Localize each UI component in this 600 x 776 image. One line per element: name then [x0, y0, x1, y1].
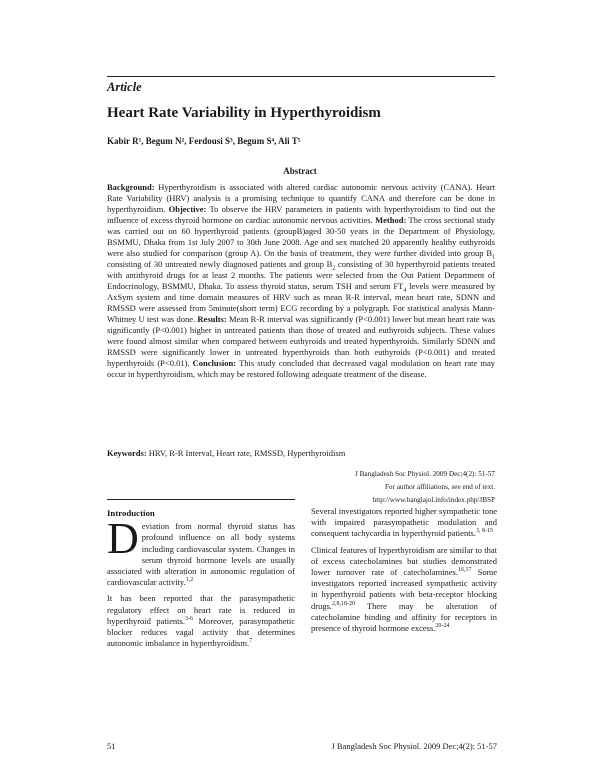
- body-text: Several investigators reported higher sympathetic tone with impaired parasympathetic modulation and consequent tachycardia in hyperthyroid patients.: [311, 506, 497, 539]
- results-text: Mean R-R interval was significantly (P<0.001) lower but mean heart rate was significantly (P<0.001) higher in untreated patients than those of treated and euthyroids subjects. These values were found almost similar when compared between euthyroids and treated hyperthyroids. Similarly SDNN and RMSSD were significantly lower in untreated hyperthyroids than both euthyroids (P<0.001) and treated hyperthyroids (P<0.01).: [107, 314, 495, 368]
- right-paragraph-2: [311, 545, 497, 635]
- background-text: Hyperthyroidism is associated with altered cardiac autonomic nervous activity (CANA). Heart Rate Variability (HRV) analysis is a promising technique to quantify CANA and therefore can be done in hyperthyroidism.: [107, 182, 495, 214]
- keywords-label: Keywords:: [107, 448, 147, 458]
- keywords-line: [107, 448, 495, 458]
- reference: 3-6: [184, 616, 193, 622]
- results-label: Results:: [197, 314, 227, 324]
- intro-paragraph-2: [107, 593, 295, 649]
- intro-text: eviation from normal thyroid status has profound influence on all body systems including cardiovascular system. Changes in serum thyroid hormone levels are usually associated with alteration in autonomic regulation of cardiovascular activity.: [107, 521, 295, 588]
- page-number: 51: [107, 741, 116, 751]
- body-text: Some investigators reported increased sympathetic activity in hyperthyroid patients with beta-receptor blocking drugs.: [311, 567, 497, 611]
- introduction-heading: Introduction: [107, 508, 155, 518]
- conclusion-text: This study concluded that decreased vagal modulation on heart rate may occur in hyperthyroidism, which may be restored following adequate treatment of the disease.: [107, 358, 495, 379]
- top-rule: [107, 76, 495, 77]
- section-rule: [107, 499, 295, 500]
- reference: 20-24: [435, 623, 450, 630]
- body-text: Clinical features of hyperthyroidism are similar to that of excess catecholamines but studies demonstrated lower turnover rate of catecholamines.: [311, 544, 497, 578]
- citation-url[interactable]: http://www.banglajol.info/index.php/JBSP: [372, 496, 495, 504]
- right-column: [311, 506, 497, 639]
- intro-text: It has been reported that the parasympathetic regulatory effect on heart rate is reduced in hyperthyroid patients.: [107, 593, 295, 626]
- article-type-label: Article: [107, 80, 142, 94]
- author-list: Kabir R¹, Begum N², Ferdousi S³, Begum S⁴, Ali T⁵: [107, 136, 301, 146]
- body-text: There may be alteration of catecholamine binding and affinity for receptors in presence of thyroid hormone excess.: [311, 600, 497, 634]
- drop-cap: D: [107, 514, 139, 564]
- method-text: levels were measured by AxSym system and time domain measures of HRV such as mean R-R interval, mean heart rate, SDNN and RMSSD were assessed from 5minute(short term) ECG recording by a polygraph. For statistical analysis Mann-Whitney U test was done.: [107, 281, 495, 324]
- method-label: Method:: [375, 215, 407, 225]
- reference: 2,8,18-20: [332, 600, 356, 607]
- intro-paragraph-1: [107, 514, 295, 588]
- article-title: Heart Rate Variability in Hyperthyroidism: [107, 105, 381, 121]
- abstract-heading: Abstract: [283, 166, 317, 176]
- background-label: Background:: [107, 182, 155, 192]
- reference: 3, 8-15: [476, 528, 493, 535]
- footer-journal: J Bangladesh Soc Physiol. 2009 Dec;4(2): 51-57: [331, 741, 497, 751]
- method-text: consisting of 30 hyperthyroid patients treated with antithyroid drugs for at least 2 months. The patients were selected from the Out Patient Department of Endocrinology, BSMMU, Dhaka. To assess thyroid status, serum TSH and serum FT: [107, 259, 496, 291]
- subscript: 2: [332, 265, 336, 272]
- left-column: [107, 508, 295, 654]
- conclusion-label: Conclusion:: [192, 358, 237, 368]
- citation-journal: J Bangladesh Soc Physiol. 2009 Dec;4(2): 51-57: [355, 470, 495, 478]
- reference: 1,2: [185, 577, 194, 584]
- citation-affiliations: For author affiliations, see end of text.: [384, 483, 495, 491]
- subscript: 1: [492, 254, 495, 261]
- keywords-text: HRV, R-R Interval, Heart rate, RMSSD, Hyperthyroidism: [146, 448, 346, 458]
- objective-label: Objective:: [168, 204, 207, 214]
- abstract-body: [107, 182, 495, 380]
- objective-text: To observe the HRV parameters in patients with hyperthyroidism to find out the influence of excess thyroid hormone on cardiac autonomic nervous activities.: [107, 204, 495, 225]
- method-text: The cross sectional study was carried out on 60 hyperthyroid patients (groupB)aged 30-50 years in the Department of Physiology, BSMMU, Dhaka from 1st July 2007 to 30th June 2008. Age and sex matched 20 apparently healthy euthyroids were also studied for comparison (group A). On the basis of treatment, they were further divided into group B: [107, 215, 495, 258]
- right-paragraph-1: [311, 506, 497, 540]
- reference: 7: [249, 638, 253, 645]
- method-text: consisting of 30 untreated newly diagnosed patients and group B: [107, 259, 333, 269]
- subscript: 4: [403, 287, 407, 294]
- intro-text: Moreover, parasympathetic blocker reduces vagal activity that determines autonomic imbalance in hyperthyroidism.: [107, 615, 295, 649]
- reference: 16,17: [458, 567, 472, 574]
